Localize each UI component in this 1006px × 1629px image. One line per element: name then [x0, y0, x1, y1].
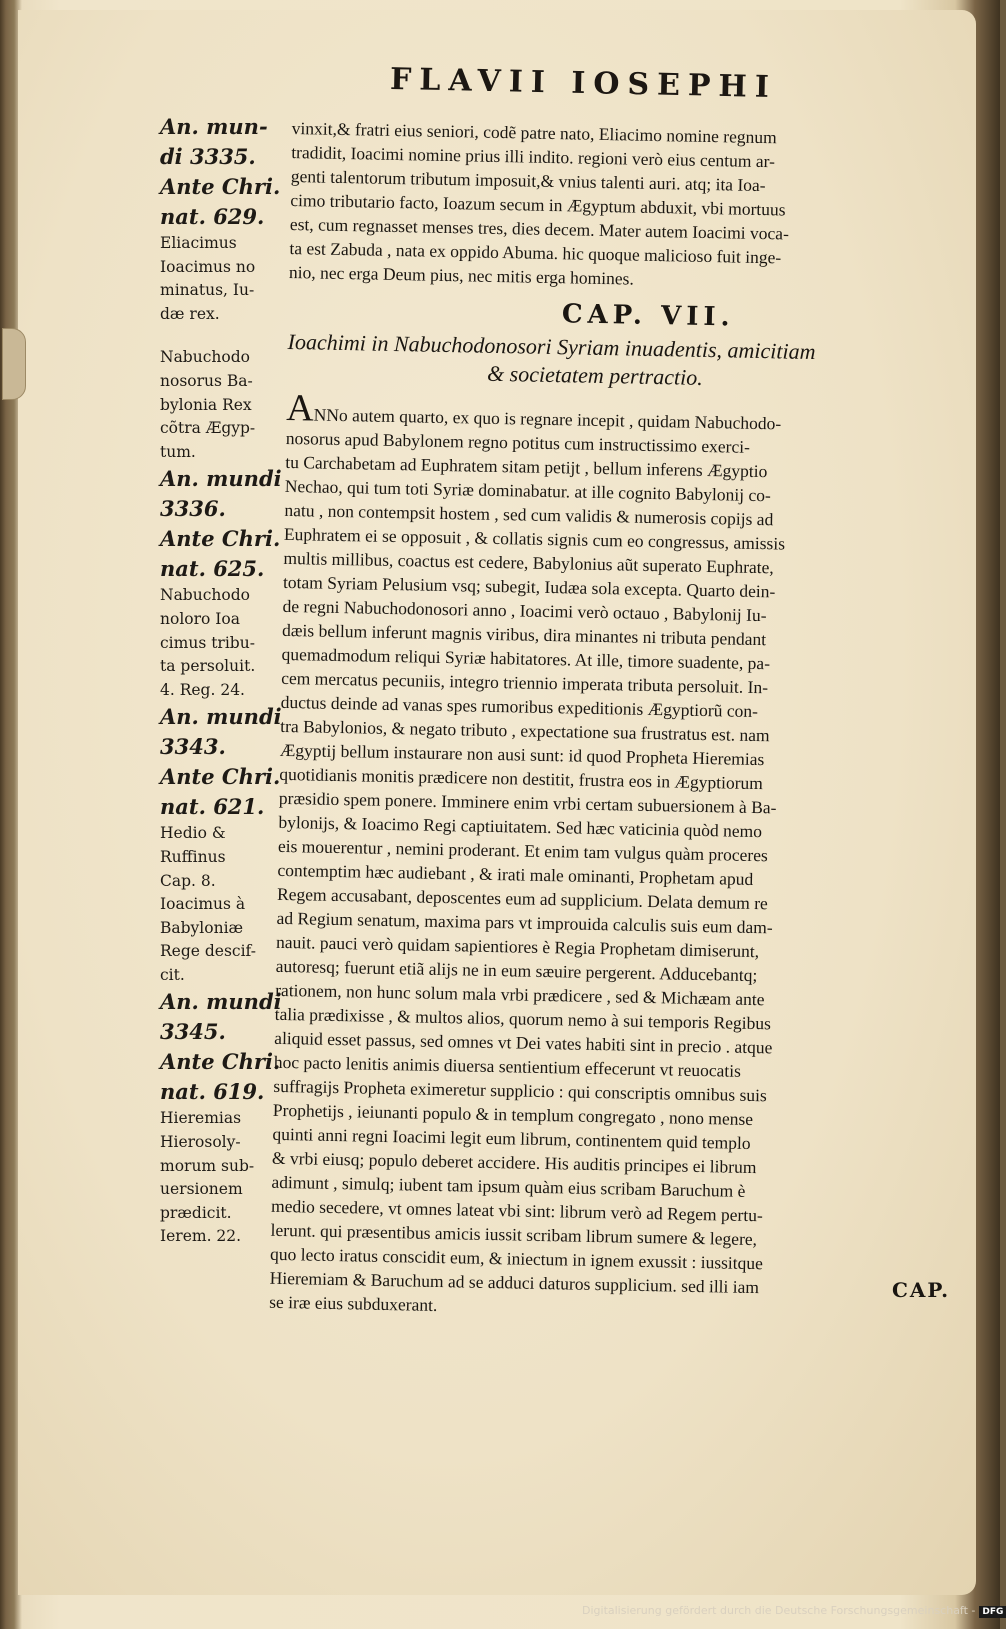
text-line: genti talentorum tributum imposuit,& vnius talenti auri. atq; ita Ioa- — [290, 165, 766, 196]
margin-note-line: Ruffinus — [160, 847, 226, 866]
margin-note-line: cit. — [160, 965, 185, 984]
text-line: bylonijs, & Ioacimo Regi captiuitatem. Sed hæc vaticinia quòd nemo — [278, 811, 763, 842]
text-line: dæis bellum inferunt magnis viribus, dira minantes ni tributa pendant — [281, 619, 767, 650]
chapter-title: CAP. VII. — [561, 299, 735, 333]
text-line: Regem accusabant, deposcentes eum ad supplicium. Delata demum re — [276, 883, 768, 914]
margin-note-line: uersionem — [160, 1180, 243, 1199]
text-line: cem mercatus pecuniis, integro triennio imperata tributa persoluit. In- — [281, 667, 769, 698]
text-line: lerunt. qui præsentibus amicis iussit scribam librum sumere & legere, — [270, 1219, 758, 1250]
margin-note-line: prædicit. — [160, 1203, 232, 1222]
text-line: se iræ eius subduxerant. — [269, 1291, 438, 1316]
margin-note-line: 4. Reg. 24. — [160, 680, 245, 699]
margin-note-line: cimus tribu- — [160, 633, 255, 652]
margin-note-line: noloro Ioa — [160, 609, 240, 628]
margin-note-line: Ante Chri. — [160, 764, 281, 790]
text-line: ad Regium senatum, maxima pars vt improuida calculis suis eum dam- — [276, 907, 773, 938]
margin-note-line: Nabuchodo — [160, 348, 250, 367]
margin-note-line: nat. 619. — [160, 1079, 265, 1105]
text-line: rationem, non hunc solum mala vrbi prædicere , sed & Michæam ante — [275, 979, 765, 1010]
margin-note-line: 3343. — [160, 734, 226, 760]
margin-note-line: Hedio & — [160, 824, 226, 843]
text-line: eis mouerentur , nemini proderant. Et enim tam vulgus quàm proceres — [277, 835, 768, 866]
margin-note-line: An. mundi — [160, 704, 282, 730]
margin-note-line: Ante Chri. — [160, 1049, 281, 1075]
text-line: hoc pacto lenitis animis diuersa sentientium effecerunt vt reuocatis — [273, 1051, 742, 1081]
text-line: totam Syriam Pelusium vsq; subegit, Iudæa sola excepta. Quarto dein- — [282, 571, 776, 602]
page-clip — [2, 328, 26, 400]
text-line: tu Carchabetam ad Euphratem sitam petijt , bellum inferens Ægyptio — [285, 451, 768, 482]
text-line: & vrbi eiusq; populo deberet accidere. His auditis principes ei librum — [271, 1147, 757, 1178]
text-line: de regni Nabuchodonosori anno , Ioacimi verò octauo , Babylonij Iu- — [282, 595, 767, 626]
margin-note-line: An. mundi — [160, 989, 282, 1015]
text-line: natu , non contempsit hostem , sed cum validis & numerosis copijs ad — [284, 499, 774, 530]
chapter-paragraph — [269, 426, 946, 1327]
text-line: nauit. pauci verò quidam sapientiores è Regia Prophetam dimiserunt, — [275, 931, 760, 962]
margin-note-line: Ante Chri. — [160, 526, 281, 552]
margin-note-line: morum sub- — [160, 1156, 255, 1175]
text-line: est, cum regnasset menses tres, dies decem. Mater autem Ioacimi voca- — [289, 213, 790, 244]
text-line: quinti anni regni Ioacimi legit eum librum, continentem quid templo — [272, 1123, 751, 1153]
text-line: ductus deinde ad vanas spes rumoribus expeditionis Ægyptiorũ con- — [280, 691, 759, 722]
chapter-subtitle-line-1: Ioachimi in Nabuchodonosori Syriam inuadentis, amicitiam — [287, 328, 816, 365]
margin-notes — [160, 112, 288, 1249]
text-line: suffragijs Propheta eximeretur supplicio : qui conscriptis omnibus suis — [273, 1075, 767, 1106]
margin-note-line: nosorus Ba- — [160, 371, 253, 390]
text-line: adimunt , simulq; iubent tam ipsum quàm eius scribam Baruchum è — [271, 1171, 746, 1201]
intro-paragraph — [289, 116, 952, 297]
margin-note-line: Hieremias — [160, 1109, 242, 1128]
margin-note-line: Babyloniæ — [160, 918, 244, 937]
chapter-subtitle-line-2: & societatem pertractio. — [486, 360, 703, 390]
text-line: Hieremiam & Baruchum ad se adduci daturos supplicium. sed illi iam — [269, 1267, 760, 1298]
text-line: Euphratem ei se opposuit , & collatis signis cum eo congressus, amissis — [283, 523, 786, 554]
text-line: quo lecto iratus conscidit eum, & iniectum in ignem exussit : iussitque — [269, 1243, 764, 1274]
margin-note-line: An. mun- — [160, 114, 268, 139]
margin-note-line: Hierosoly- — [160, 1133, 241, 1152]
digitization-footer — [582, 1604, 1006, 1618]
text-line: ta est Zabuda , nata ex oppido Abuma. hic quoque malicioso fuit inge- — [289, 237, 782, 268]
margin-note-line: dæ rex. — [160, 304, 220, 323]
margin-note-line: cõtra Ægyp- — [160, 419, 256, 438]
text-line: multis millibus, coactus est cedere, Babylonius aũt superato Euphrate, — [283, 547, 774, 578]
margin-note-line: Nabuchodo — [160, 586, 250, 605]
margin-note-line: nat. 625. — [160, 556, 265, 582]
margin-note-line: 3336. — [160, 496, 226, 522]
running-header: FLAVII IOSEPHI — [389, 61, 778, 106]
drop-cap-initial: A — [285, 386, 315, 430]
text-line: aliquid esset passus, sed omnes vt Dei vates habiti sint in precio . atque — [274, 1027, 773, 1058]
margin-note-line: bylonia Rex — [160, 395, 252, 414]
text-line: Ægyptij bellum instaurare non ausi sunt: id quod Propheta Hieremias — [279, 739, 765, 770]
margin-note-line: Ierem. 22. — [160, 1227, 242, 1246]
text-line: cimo tributario facto, Ioazum secum in Ægyptum abduxit, vbi mortuus — [290, 189, 786, 220]
footer-text: Digitalisierung gefördert durch die Deutsche Forschungsgemeinschaft - — [582, 1604, 976, 1617]
text-line: quemadmodum reliqui Syriæ habitatores. At ille, timore suadente, pa- — [281, 643, 771, 674]
text-line: Nechao, qui tum toti Syriæ dominabatur. at ille cognito Babylonij co- — [284, 475, 772, 506]
margin-note-line: Ioacimus à — [160, 895, 246, 914]
text-line: tra Babylonios, & negato tributo , expectatione sua frustratus est. nam — [280, 715, 770, 746]
margin-note-line: Ioacimus no — [160, 257, 256, 276]
margin-note-line: minatus, Iu- — [160, 281, 255, 300]
text-line: Prophetijs , ieiunanti populo & in templum congregato , nono mense — [272, 1099, 754, 1130]
text-line: nosorus apud Babylonem regno potitus cum instructissimo exerci- — [285, 427, 751, 457]
margin-note-line: Cap. 8. — [160, 871, 216, 890]
text-line: præsidio spem ponere. Imminere enim vrbi certam subuersionem à Ba- — [278, 787, 777, 818]
text-line: tradidit, Ioacimi nomine prius illi indito. regioni verò eius centum ar- — [291, 141, 776, 172]
margin-note-line: ta persoluit. — [160, 657, 256, 676]
margin-note-line: nat. 621. — [160, 794, 265, 820]
dfg-logo: DFG — [979, 1606, 1006, 1618]
text-line: medio secedere, vt omnes lateat vbi sint: librum verò ad Regem pertu- — [270, 1195, 763, 1226]
margin-note-line: An. mundi — [160, 466, 282, 492]
text-line: talia prædixisse , & multos alios, quorum nemo à sui temporis Regibus — [274, 1003, 772, 1034]
margin-note-line: nat. 629. — [160, 204, 265, 229]
chapter-first-line-text: NNo autem quarto, ex quo is regnare incepit , quidam Nabuchodo- — [313, 404, 782, 434]
margin-note-line: di 3335. — [160, 144, 256, 169]
margin-note-line: Ante Chri. — [160, 174, 281, 199]
text-line: vinxit,& fratri eius seniori, codẽ patre nato, Eliacimo nomine regnum — [291, 117, 777, 148]
main-text — [269, 116, 952, 1326]
margin-note-line: Eliacimus — [160, 234, 237, 252]
text-line: quotidianis monitis prædicere non destitit, frustra eos in Ægyptiorum — [279, 763, 764, 794]
margin-note-line: Rege descif- — [160, 942, 256, 961]
text-line: contemptim hæc audiebant , & irati male ominanti, Prophetam apud — [277, 859, 754, 889]
margin-note-line: 3345. — [160, 1019, 226, 1045]
margin-note-line: tum. — [160, 442, 196, 461]
catchword: CAP. — [892, 1278, 951, 1302]
text-line: autoresq; fuerunt etiã alijs ne in eum sæuire pergerent. Adducebantq; — [275, 955, 758, 986]
text-line: nio, nec erga Deum pius, nec mitis erga homines. — [288, 261, 635, 289]
